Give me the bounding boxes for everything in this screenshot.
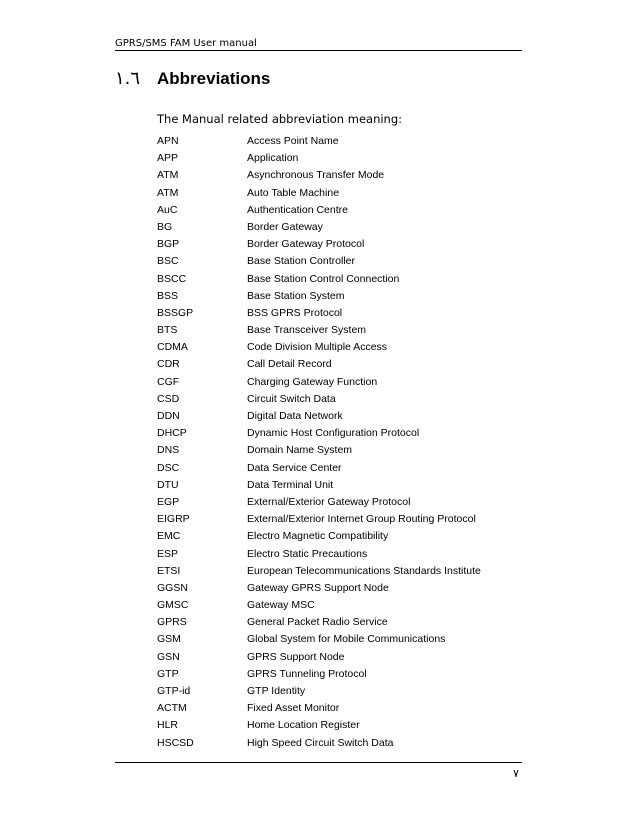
abbreviation-row [157,305,497,322]
abbreviation-row [157,683,497,700]
abbreviation-term: BSSGP [157,306,194,319]
abbreviation-definition: Gateway MSC [247,599,315,612]
abbreviation-definition: BSS GPRS Protocol [247,306,343,319]
abbreviation-row [157,150,497,167]
abbreviation-term: BGP [157,238,180,251]
abbreviation-term: BTS [157,324,178,337]
abbreviation-term: ACTM [157,702,187,715]
abbreviation-row [157,271,497,288]
abbreviation-definition: External/Exterior Gateway Protocol [247,495,411,508]
abbreviation-row [157,649,497,666]
abbreviation-row [157,477,497,494]
section-number: ١.٦ [115,68,141,89]
abbreviation-term: APP [157,152,179,165]
abbreviation-row [157,253,497,270]
abbreviation-definition: Digital Data Network [247,410,343,422]
abbreviation-definition: Charging Gateway Function [247,375,378,388]
abbreviation-definition: Base Transceiver System [247,324,367,337]
abbreviation-row [157,614,497,631]
abbreviation-definition: GPRS Tunneling Protocol [247,667,367,680]
abbreviation-definition: Border Gateway [247,220,323,233]
abbreviation-row [157,408,497,425]
abbreviation-definition: Dynamic Host Configuration Protocol [247,427,420,440]
abbreviation-term: HLR [157,719,179,732]
abbreviation-term: BG [157,220,173,233]
abbreviation-row [157,580,497,597]
abbreviation-row [157,511,497,528]
abbreviation-row [157,442,497,459]
abbreviation-term: DSC [157,461,180,474]
abbreviation-row [157,425,497,442]
abbreviation-row [157,700,497,717]
abbreviation-definition: Application [247,152,299,165]
abbreviation-definition: Call Detail Record [247,358,332,371]
abbreviation-definition: High Speed Circuit Switch Data [247,736,394,749]
abbreviation-definition: Code Division Multiple Access [247,341,388,354]
abbreviation-definition: Electro Static Precautions [247,547,368,560]
abbreviation-row [157,356,497,373]
abbreviation-definition: Border Gateway Protocol [247,238,365,251]
abbreviation-term: CGF [157,375,180,388]
abbreviation-term: HSCSD [157,736,194,749]
abbreviation-term: EIGRP [157,513,190,526]
abbreviation-definition: Fixed Asset Monitor [247,702,340,715]
abbreviation-row [157,735,497,752]
abbreviation-row [157,546,497,563]
abbreviation-row [157,666,497,683]
abbreviation-definition: European Telecommunications Standards Institute [247,564,481,577]
abbreviation-term: BSC [157,255,179,268]
abbreviation-definition: Auto Table Machine [247,186,340,199]
abbreviation-term: APN [157,135,179,147]
abbreviation-list [157,133,497,752]
abbreviation-term: CDMA [157,341,188,354]
abbreviation-term: GGSN [157,581,188,594]
abbreviation-term: GSM [157,633,181,646]
abbreviation-definition: Access Point Name [247,135,339,147]
abbreviation-term: CSD [157,392,180,405]
abbreviation-row [157,631,497,648]
abbreviation-definition: Data Service Center [247,461,342,474]
abbreviation-definition: Global System for Mobile Communications [247,633,446,646]
abbreviation-term: ETSI [157,564,181,577]
abbreviation-row [157,219,497,236]
abbreviation-term: EGP [157,495,180,508]
abbreviation-definition: External/Exterior Internet Group Routing Protocol [247,513,476,526]
abbreviation-definition: Base Station Control Connection [247,272,400,285]
abbreviation-row [157,717,497,734]
page-header: GPRS/SMS FAM User manual [115,38,522,51]
abbreviation-definition: Home Location Register [247,719,360,732]
abbreviation-row [157,391,497,408]
abbreviation-definition: Domain Name System [247,444,353,457]
abbreviation-row [157,563,497,580]
abbreviation-term: DNS [157,444,180,457]
abbreviation-definition: Base Station System [247,289,345,302]
abbreviation-term: DDN [157,410,180,422]
abbreviation-row [157,133,497,150]
abbreviation-row [157,597,497,614]
abbreviation-row [157,374,497,391]
abbreviation-row [157,494,497,511]
abbreviation-definition: GTP Identity [247,685,306,697]
abbreviation-term: ATM [157,186,179,199]
abbreviation-term: EMC [157,530,181,543]
page-number: ٧ [513,767,519,780]
abbreviation-definition: Data Terminal Unit [247,478,334,491]
abbreviation-definition: General Packet Radio Service [247,616,388,629]
intro-text: The Manual related abbreviation meaning: [157,112,403,126]
abbreviation-term: DTU [157,478,179,491]
abbreviation-term: DHCP [157,427,187,440]
abbreviation-term: GMSC [157,599,189,612]
abbreviation-definition: Electro Magnetic Compatibility [247,530,389,543]
abbreviation-term: ESP [157,547,179,560]
abbreviation-row [157,236,497,253]
footer-divider [115,762,522,763]
abbreviation-row [157,460,497,477]
abbreviation-row [157,288,497,305]
abbreviation-term: AuC [157,203,178,216]
abbreviation-definition: GPRS Support Node [247,650,345,663]
section-title: Abbreviations [157,69,271,88]
abbreviation-row [157,528,497,545]
abbreviation-row [157,202,497,219]
abbreviation-definition: Authentication Centre [247,203,348,216]
abbreviation-term: GTP-id [157,685,191,697]
abbreviation-term: GSN [157,650,180,663]
abbreviation-row [157,322,497,339]
abbreviation-definition: Circuit Switch Data [247,392,336,405]
abbreviation-definition: Gateway GPRS Support Node [247,581,389,594]
abbreviation-row [157,167,497,184]
abbreviation-term: BSS [157,289,179,302]
abbreviation-term: GTP [157,667,179,680]
abbreviation-term: ATM [157,169,179,182]
abbreviation-definition: Base Station Controller [247,255,355,268]
abbreviation-term: BSCC [157,272,187,285]
abbreviation-row [157,339,497,356]
abbreviation-term: CDR [157,358,180,371]
abbreviation-definition: Asynchronous Transfer Mode [247,169,385,182]
abbreviation-term: GPRS [157,616,187,629]
abbreviation-row [157,185,497,202]
